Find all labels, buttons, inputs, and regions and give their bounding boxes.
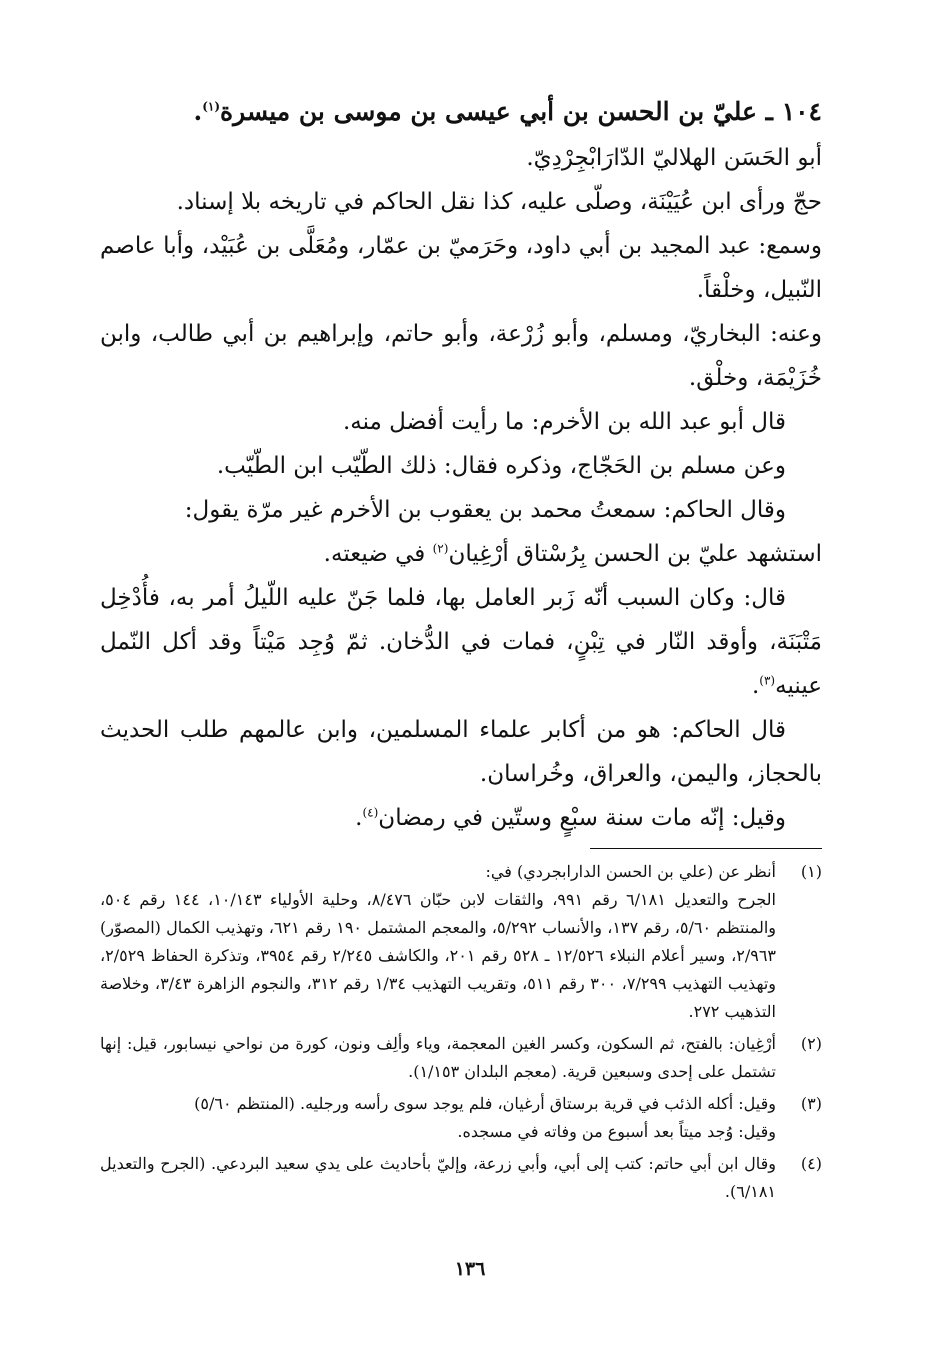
- footnote-ref-1[interactable]: (١): [202, 99, 221, 114]
- page-number: ١٣٦: [454, 1258, 486, 1280]
- footnote-number: (٢): [800, 1034, 822, 1053]
- hajj-paragraph: حجّ ورأى ابن عُيَيْنَة، وصلّى عليه، كذا نقل الحاكم في تاريخه بلا إسناد.: [176, 189, 822, 215]
- martyrdom-text-b: في ضيعته.: [323, 541, 433, 567]
- footnote-line: وقال ابن أبي حاتم: كتب إلى أبي، وأبي زرعة، وإليّ بأحاديث على يدي سعيد البردعي. (الجرح والتعديل ٦/١٨١).: [100, 1154, 776, 1201]
- footnote-body: [100, 1150, 776, 1206]
- footnote-number: (٤): [800, 1154, 822, 1173]
- footnote-number: (١): [800, 862, 822, 881]
- footnote-ref-3[interactable]: (٣): [759, 673, 776, 688]
- entry-heading-text: ١٠٤ ـ عليّ بن الحسن بن أبي عيسى بن موسى بن ميسرة: [220, 97, 822, 126]
- main-text: [100, 92, 822, 840]
- footnote-body: [100, 1090, 776, 1146]
- footnote-line: أرْغِيان: بالفتح، ثم السكون، وكسر الغين المعجمة، وياء وألِف ونون، كورة من نواحي نيسابور، قيل: إنها تشتمل على إحدى وسبعين قرية. (معجم البلدان ١/١٥٣).: [100, 1034, 776, 1081]
- footnote-line: أنظر عن (علي بن الحسن الدارابجردي) في:: [485, 862, 776, 881]
- footnote-3: [100, 1090, 822, 1146]
- footnote-line: وقيل: وُجد ميتاً بعد أسبوع من وفاته في مسجده.: [457, 1122, 776, 1141]
- hakim-assessment: قال الحاكم: هو من أكابر علماء المسلمين، وابن عالمهم طلب الحديث بالحجاز، واليمن، والعراق، وخُراسان.: [100, 717, 822, 787]
- ibn-akhram-quote: قال أبو عبد الله بن الأخرم: ما رأيت أفضل منه.: [342, 409, 786, 435]
- martyrdom-paragraph: [100, 532, 822, 576]
- footnote-4: [100, 1150, 822, 1206]
- cause-text: قال: وكان السبب أنّه زَبر العامل بها، فلما جَنّ عليه اللّيلُ أمر به، فأُدْخِل مَتْبَنَة، وأوقد النّار في تِبْنٍ، فمات في الدُّخان. ثمّ وُجِد مَيْتاً وقد أكل النّمل عينيه: [100, 585, 822, 699]
- footnote-2: [100, 1030, 822, 1086]
- footnote-number: (٣): [800, 1094, 822, 1113]
- entry-heading: [100, 92, 822, 132]
- cause-paragraph: [100, 576, 822, 708]
- footnote-1: [100, 858, 822, 1026]
- death-text: وقيل: إنّه مات سنة سبْعٍ وستّين في رمضان: [378, 805, 786, 831]
- death-end: .: [355, 805, 363, 831]
- footnote-body: [100, 1030, 776, 1086]
- footnote-line: الجرح والتعديل ٦/١٨١ رقم ٩٩١، والثقات لابن حبّان ٨/٤٧٦، وحلية الأولياء ١٠/١٤٣، ١٤٤ رقم ٥٠٤، والمنتظم ٥/٦٠، رقم ١٣٧، والأنساب ٥/٢٩٢، والمعجم المشتمل ١٩٠ رقم ٦٢١، وتهذيب الكمال (المصوّر) ٢/٩٦٣، وسير أعلام النبلاء ١٢/٥٢٦ ـ ٥٢٨ رقم ٢٠١، والكاشف ٢/٢٤٥ رقم ٣٩٥٤، وتذكرة الحفاظ ٢/٥٢٩، وتهذيب التهذيب ٧/٢٩٩، ٣٠٠ رقم ٥١١، وتقريب التهذيب ١/٣٤ رقم ٣١٢، والنجوم الزاهرة ٣/٤٣، وخلاصة التذهيب ٢٧٢.: [100, 890, 777, 1021]
- hakim-narration: وقال الحاكم: سمعتُ محمد بن يعقوب بن الأخرم غير مرّة يقول:: [184, 497, 786, 523]
- footnote-line: وقيل: أكله الذئب في قرية برستاق أرغيان، فلم يوجد سوى رأسه ورجليه. (المنتظم ٥/٦٠): [194, 1094, 776, 1113]
- footnotes: [100, 858, 822, 1210]
- death-paragraph: [100, 796, 822, 840]
- martyrdom-text-a: استشهد عليّ بن الحسن بِرُسْتاق أرْغِيان: [448, 541, 822, 567]
- kunya-paragraph: أبو الحَسَن الهلاليّ الدّارَابْجِرْدِيّ.: [526, 145, 822, 171]
- footnote-ref-4[interactable]: (٤): [362, 805, 379, 820]
- students-paragraph: وعنه: البخاريّ، ومسلم، وأبو زُرْعة، وأبو حاتم، وإبراهيم بن أبي طالب، وابن خُزَيْمَة، وخلْق.: [100, 321, 822, 391]
- footnote-divider: [590, 848, 822, 849]
- teachers-paragraph: وسمع: عبد المجيد بن أبي داود، وحَرَميّ بن عمّار، ومُعَلَّى بن عُبَيْد، وأبا عاصم النّبيل، وخلْقاً.: [100, 233, 822, 303]
- muslim-quote: وعن مسلم بن الحَجّاج، وذكره فقال: ذلك الطّيّب ابن الطّيّب.: [216, 453, 786, 479]
- entry-heading-end: .: [193, 97, 203, 126]
- footnote-body: [100, 858, 776, 1026]
- cause-end: .: [751, 673, 760, 699]
- footnote-ref-2[interactable]: (٢): [432, 541, 449, 556]
